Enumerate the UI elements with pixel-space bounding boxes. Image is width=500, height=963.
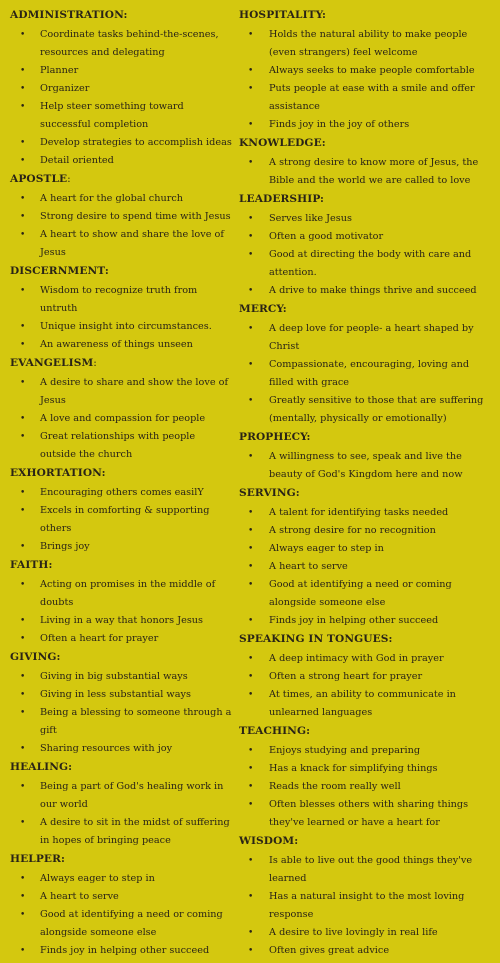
bullet-list <box>239 154 494 190</box>
list-item: • Organizer <box>10 80 232 98</box>
list-item: • Wisdom to recognize truth from untruth <box>10 282 232 318</box>
list-item: • Puts people at ease with a smile and offer assistance <box>239 80 494 116</box>
list-item: • Acting on promises in the middle of doubts <box>10 576 232 612</box>
section-title-text: HEALING: <box>10 761 73 773</box>
list-item: • Reads the room really well <box>239 778 494 796</box>
bullet-list <box>10 576 232 648</box>
list-item: • Often blesses others with sharing things they've learned or have a heart for <box>239 796 494 832</box>
list-item: • Encouraging others comes easilY <box>10 484 232 502</box>
section-title-text: SERVING: <box>239 487 300 499</box>
list-item: • Strong desire to spend time with Jesus <box>10 208 232 226</box>
section-title-text: WISDOM: <box>239 835 299 847</box>
section-title-healing <box>10 761 232 773</box>
list-item: • Compassionate, encouraging, loving and filled with grace <box>239 356 494 392</box>
list-item: • Enjoys studying and preparing <box>239 742 494 760</box>
section-title-text: ADMINISTRATION: <box>10 9 128 21</box>
bullet-list <box>10 870 232 960</box>
list-item: • A desire to sit in the midst of suffering in hopes of bringing peace <box>10 814 232 850</box>
list-item: • A heart for the global church <box>10 190 232 208</box>
bullet-list <box>10 778 232 850</box>
list-item: • Has a natural insight to the most loving response <box>239 888 494 924</box>
list-item: • Good at directing the body with care and attention. <box>239 246 494 282</box>
section-title-text: EVANGELISM <box>10 357 94 369</box>
section-title-giving <box>10 651 232 663</box>
section-administration <box>10 9 232 170</box>
left-column <box>10 9 232 963</box>
list-item: • A drive to make things thrive and succeed <box>239 282 494 300</box>
section-teaching <box>239 725 494 832</box>
list-item: • Good at identifying a need or coming alongside someone else <box>10 906 232 942</box>
list-item: • A desire to live lovingly in real life <box>239 924 494 942</box>
bullet-list <box>239 26 494 134</box>
list-item: • Being a part of God's healing work in our world <box>10 778 232 814</box>
list-item: • A heart to serve <box>10 888 232 906</box>
section-mercy <box>239 303 494 428</box>
section-exhortation <box>10 467 232 556</box>
bullet-list <box>239 210 494 300</box>
section-title-serving <box>239 487 494 499</box>
section-title-text: GIVING: <box>10 651 61 663</box>
list-item: • Often a strong heart for prayer <box>239 668 494 686</box>
bullet-list <box>10 282 232 354</box>
section-prophecy <box>239 431 494 484</box>
section-title-text: PROPHECY: <box>239 431 311 443</box>
section-title-apostle <box>10 173 232 185</box>
section-knowledge <box>239 137 494 190</box>
section-title-text: MERCY: <box>239 303 287 315</box>
section-giving <box>10 651 232 758</box>
title-colon: : <box>67 173 71 185</box>
list-item: • Great relationships with people outside the church <box>10 428 232 464</box>
bullet-list <box>10 190 232 262</box>
section-title-speaking-in-tongues <box>239 633 494 645</box>
section-title-administration <box>10 9 232 21</box>
section-title-knowledge <box>239 137 494 149</box>
list-item: • Brings joy <box>10 538 232 556</box>
bullet-list <box>239 504 494 630</box>
list-item: • Always seeks to make people comfortable <box>239 62 494 80</box>
title-colon: : <box>93 357 97 369</box>
section-title-wisdom <box>239 835 494 847</box>
bullet-list <box>10 484 232 556</box>
list-item: • Finds joy in helping other succeed <box>10 942 232 960</box>
bullet-list <box>239 852 494 960</box>
section-title-text: SPEAKING IN TONGUES: <box>239 633 393 645</box>
list-item: • A deep love for people- a heart shaped by Christ <box>239 320 494 356</box>
list-item: • Detail oriented <box>10 152 232 170</box>
section-serving <box>239 487 494 630</box>
section-title-prophecy <box>239 431 494 443</box>
list-item: • Finds joy in helping other succeed <box>239 612 494 630</box>
section-title-hospitality <box>239 9 494 21</box>
list-item: • Has a knack for simplifying things <box>239 760 494 778</box>
bullet-list <box>239 320 494 428</box>
section-discernment <box>10 265 232 354</box>
section-title-teaching <box>239 725 494 737</box>
bullet-list <box>239 650 494 722</box>
list-item: • Being a blessing to someone through a gift <box>10 704 232 740</box>
section-title-helper <box>10 853 232 865</box>
section-title-faith <box>10 559 232 571</box>
section-title-mercy <box>239 303 494 315</box>
section-title-leadership <box>239 193 494 205</box>
section-healing <box>10 761 232 850</box>
section-title-text: TEACHING: <box>239 725 311 737</box>
section-helper <box>10 853 232 960</box>
section-title-text: APOSTLE <box>10 173 68 185</box>
section-faith <box>10 559 232 648</box>
list-item: • At times, an ability to communicate in unlearned languages <box>239 686 494 722</box>
bullet-list <box>10 26 232 170</box>
list-item: • Coordinate tasks behind-the-scenes, resources and delegating <box>10 26 232 62</box>
list-item: • Often a heart for prayer <box>10 630 232 648</box>
list-item: • An awareness of things unseen <box>10 336 232 354</box>
list-item: • A deep intimacy with God in prayer <box>239 650 494 668</box>
list-item: • Living in a way that honors Jesus <box>10 612 232 630</box>
list-item: • A desire to share and show the love of Jesus <box>10 374 232 410</box>
section-evangelism <box>10 357 232 464</box>
list-item: • Planner <box>10 62 232 80</box>
list-item: • Excels in comforting & supporting others <box>10 502 232 538</box>
section-apostle <box>10 173 232 262</box>
list-item: • A heart to serve <box>239 558 494 576</box>
list-item: • Often gives great advice <box>239 942 494 960</box>
list-item: • Is able to live out the good things they've learned <box>239 852 494 888</box>
bullet-list <box>239 448 494 484</box>
section-title-text: HOSPITALITY: <box>239 9 326 21</box>
list-item: • Finds joy in the joy of others <box>239 116 494 134</box>
list-item: • A willingness to see, speak and live the beauty of God's Kingdom here and now <box>239 448 494 484</box>
right-column <box>239 9 494 963</box>
section-title-text: KNOWLEDGE: <box>239 137 326 149</box>
list-item: • Always eager to step in <box>239 540 494 558</box>
list-item: • A talent for identifying tasks needed <box>239 504 494 522</box>
section-leadership <box>239 193 494 300</box>
section-title-discernment <box>10 265 232 277</box>
section-title-text: EXHORTATION: <box>10 467 106 479</box>
list-item: • Develop strategies to accomplish ideas <box>10 134 232 152</box>
list-item: • Often a good motivator <box>239 228 494 246</box>
list-item: • Giving in big substantial ways <box>10 668 232 686</box>
section-title-evangelism <box>10 357 232 369</box>
section-title-text: DISCERNMENT: <box>10 265 109 277</box>
list-item: • A strong desire for no recognition <box>239 522 494 540</box>
list-item: • A strong desire to know more of Jesus, the Bible and the world we are called to love <box>239 154 494 190</box>
list-item: • A heart to show and share the love of Jesus <box>10 226 232 262</box>
list-item: • Holds the natural ability to make people (even strangers) feel welcome <box>239 26 494 62</box>
section-title-text: FAITH: <box>10 559 53 571</box>
section-wisdom <box>239 835 494 960</box>
bullet-list <box>239 742 494 832</box>
bullet-list <box>10 668 232 758</box>
section-title-exhortation <box>10 467 232 479</box>
list-item: • Sharing resources with joy <box>10 740 232 758</box>
list-item: • Good at identifying a need or coming alongside someone else <box>239 576 494 612</box>
list-item: • Serves like Jesus <box>239 210 494 228</box>
section-hospitality <box>239 9 494 134</box>
section-speaking-in-tongues <box>239 633 494 722</box>
list-item: • Greatly sensitive to those that are suffering (mentally, physically or emotionally) <box>239 392 494 428</box>
section-title-text: HELPER: <box>10 853 65 865</box>
list-item: • Giving in less substantial ways <box>10 686 232 704</box>
section-title-text: LEADERSHIP: <box>239 193 325 205</box>
list-item: • Help steer something toward successful completion <box>10 98 232 134</box>
list-item: • A love and compassion for people <box>10 410 232 428</box>
bullet-list <box>10 374 232 464</box>
list-item: • Unique insight into circumstances. <box>10 318 232 336</box>
list-item: • Always eager to step in <box>10 870 232 888</box>
